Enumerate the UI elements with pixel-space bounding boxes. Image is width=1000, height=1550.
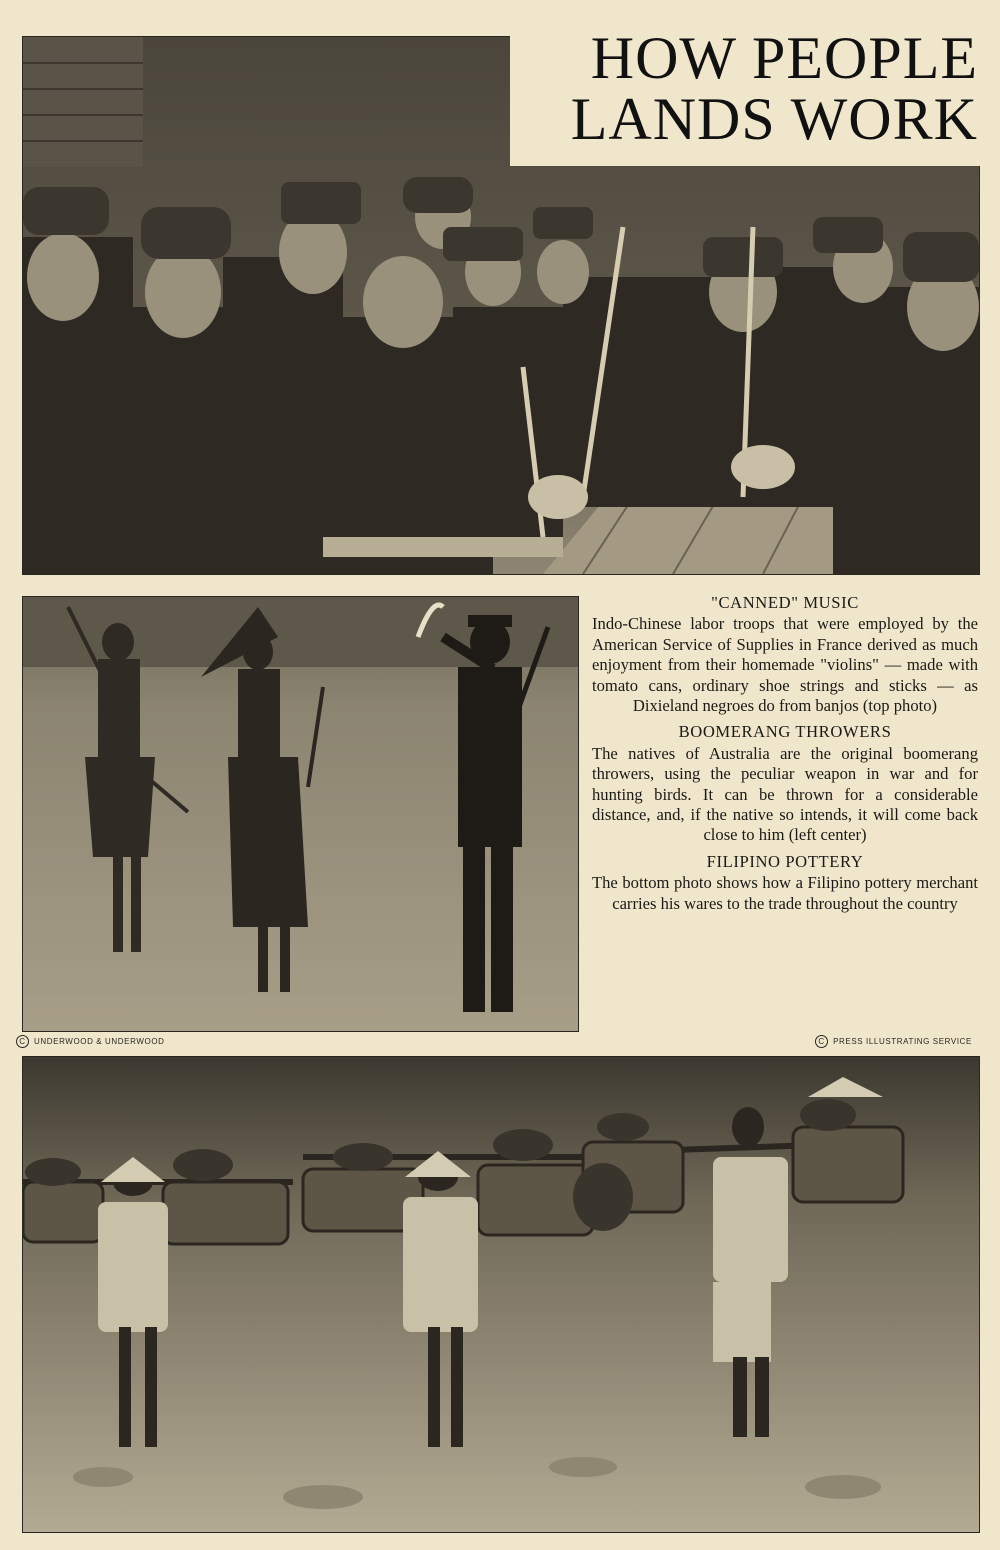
caption-heading-pottery: FILIPINO POTTERY: [706, 851, 864, 871]
caption-body-canned-music: Indo-Chinese labor troops that were employed by the American Service of Supplies in France derived as much enjoyment from their homemade "violins" — made with tomato cans, ordinary shoe strings and sticks — as Dixieland negroes do from banjos (top photo): [592, 614, 978, 716]
photo-filipino-pottery: [22, 1056, 980, 1533]
page-headline: [512, 25, 978, 152]
photo-boomerang-illustration: [23, 597, 578, 1031]
photo-credit-press-illustrating: [815, 1035, 972, 1048]
photo-boomerang-throwers: [22, 596, 579, 1032]
caption-heading-canned-music: "CANNED" MUSIC: [711, 593, 859, 612]
caption-body-pottery: The bottom photo shows how a Filipino pottery merchant carries his wares to the trade throughout the country: [592, 873, 978, 913]
caption-body-boomerang: The natives of Australia are the original boomerang throwers, using the peculiar weapon in war and for hunting birds. It can be thrown for a considerable distance, and, if the native so intends, it will come back close to him (left center): [592, 743, 978, 845]
photo-credit-underwood: [16, 1035, 165, 1048]
copyright-icon: C: [815, 1035, 828, 1048]
photo-pottery-illustration: [23, 1057, 979, 1532]
credit-right-text: PRESS ILLUSTRATING SERVICE: [833, 1037, 972, 1046]
caption-heading-boomerang: BOOMERANG THROWERS: [678, 722, 892, 742]
credit-left-text: UNDERWOOD & UNDERWOOD: [34, 1037, 165, 1046]
headline-line-2: LANDS WORK: [570, 86, 978, 152]
copyright-icon: C: [16, 1035, 29, 1048]
caption-column: [592, 593, 978, 914]
headline-line-1: HOW PEOPLE: [590, 25, 978, 91]
